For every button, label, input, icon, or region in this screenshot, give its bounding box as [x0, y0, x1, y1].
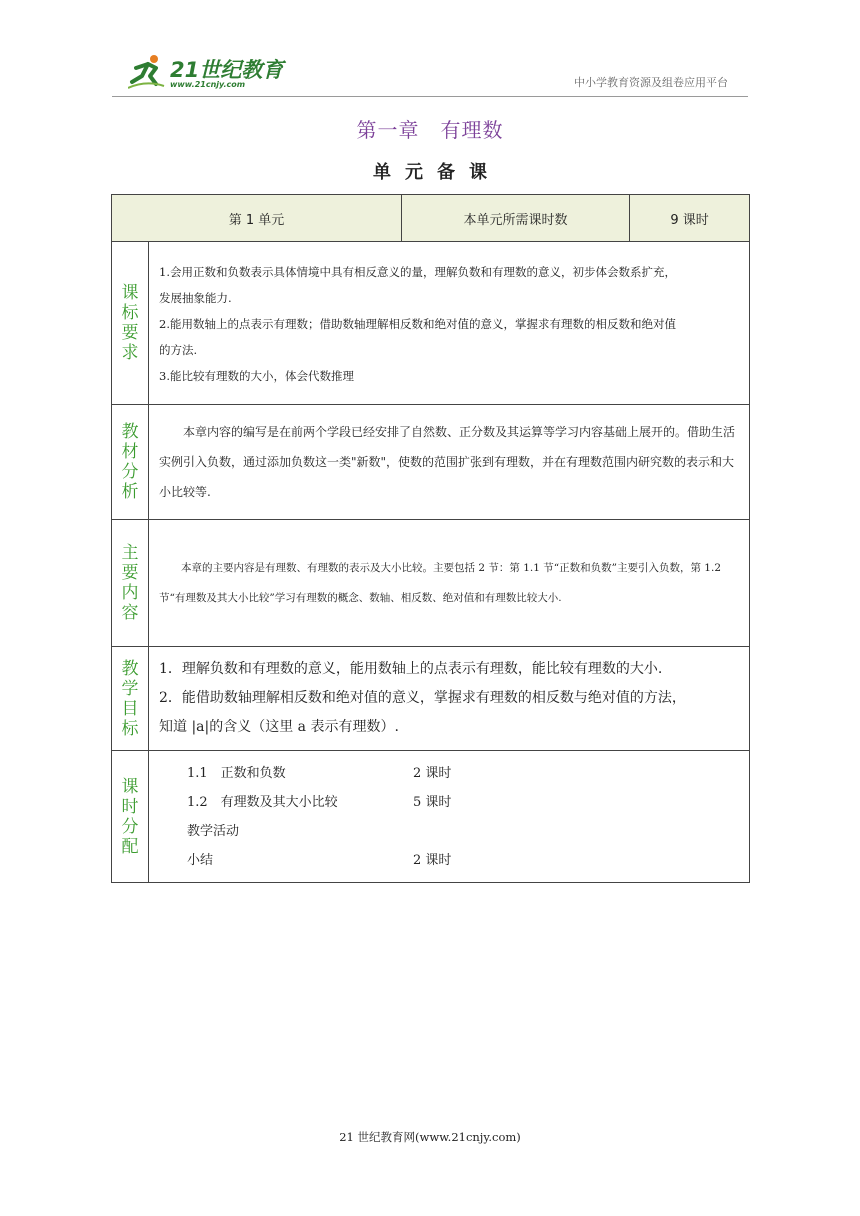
requirements-label: 课 标 要 求: [112, 242, 149, 405]
unit-title: 单元备课: [373, 162, 501, 183]
table-row: [112, 405, 750, 520]
table-row: [112, 242, 750, 405]
running-person-icon: [128, 54, 166, 90]
platform-name: 中小学教育资源及组卷应用平台: [574, 76, 728, 89]
schedule-label: 课 时 分 配: [112, 751, 149, 883]
header-divider: [112, 96, 748, 97]
content-label: 主 要 内 容: [112, 520, 149, 647]
page-footer: 21 世纪教育网(www.21cnjy.com): [339, 1130, 521, 1144]
schedule-item: 1.2 有理数及其大小比较 5 课时: [187, 794, 452, 810]
chapter-title: 第一章 有理数: [356, 118, 504, 142]
table-row: [112, 647, 750, 751]
hours-value-cell: 9 课时: [630, 195, 750, 242]
table-row: [112, 520, 750, 647]
schedule-item: 1.1 正数和负数 2 课时: [187, 765, 452, 781]
content-text: 本章的主要内容是有理数、有理数的表示及大小比较。主要包括 2 节：第 1.1 节“正数和负数”主要引入负数，第 1.2 节“有理数及其大小比较”学习有理数的概念、数轴、相反数、绝对值和有理数比较大小.: [149, 520, 750, 647]
unit-cell: 第 1 单元: [112, 195, 402, 242]
page-header: [112, 48, 748, 96]
requirements-content: 1.会用正数和负数表示具体情境中具有相反意义的量，理解负数和有理数的意义，初步体会数系扩充， 发展抽象能力. 2.能用数轴上的点表示有理数；借助数轴理解相反数和绝对值的意义，掌握求有理数的相反数和绝对值 的方法. 3.能比较有理数的大小，体会代数推理: [149, 242, 750, 405]
logo-url: www.21cnjy.com: [170, 80, 246, 89]
logo-text: 21世纪教育: [170, 58, 284, 82]
table-row: [112, 751, 750, 883]
hours-label-cell: 本单元所需课时数: [402, 195, 630, 242]
goals-label: 教 学 目 标: [112, 647, 149, 751]
logo: [128, 54, 288, 94]
analysis-label: 教 材 分 析: [112, 405, 149, 520]
goals-content: 1．理解负数和有理数的意义，能用数轴上的点表示有理数，能比较有理数的大小. 2．能借助数轴理解相反数和绝对值的意义，掌握求有理数的相反数与绝对值的方法， 知道 |a|的含义（这里 a 表示有理数）.: [149, 647, 750, 751]
schedule-item: 教学活动: [187, 823, 240, 839]
unit-plan-table: [111, 194, 750, 883]
schedule-item: 小结 2 课时: [187, 852, 452, 868]
table-header-row: [112, 195, 750, 242]
analysis-content: 本章内容的编写是在前两个学段已经安排了自然数、正分数及其运算等学习内容基础上展开的。借助生活实例引入负数，通过添加负数这一类"新数"，使数的范围扩张到有理数，并在有理数范围内研究数的表示和大小比较等.: [149, 405, 750, 520]
schedule-content: [149, 751, 750, 883]
